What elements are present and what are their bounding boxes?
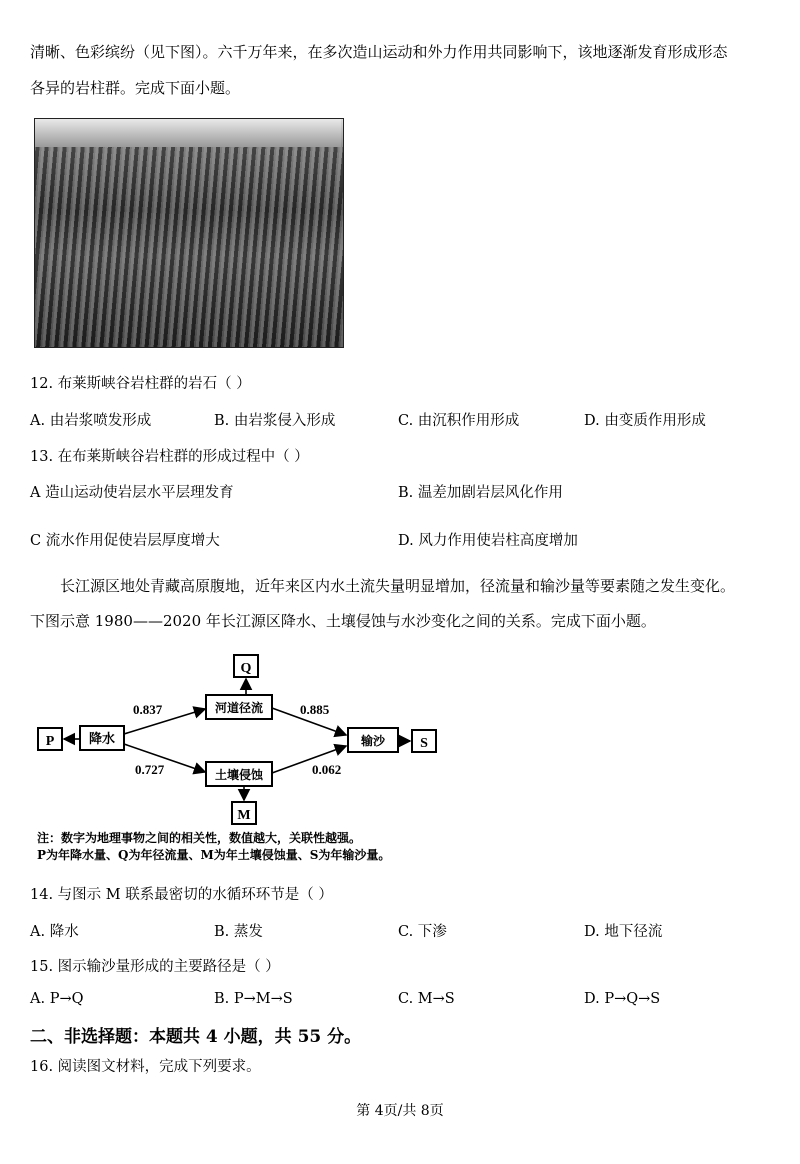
intro-line-2: 各异的岩柱群。完成下面小题。 <box>30 79 241 97</box>
q14-stem: 14. 与图示 M 联系最密切的水循环环节是（ ） <box>30 887 333 903</box>
q13-option-a: A 造山运动使岩层水平层理发育 <box>30 485 234 501</box>
q14-option-c: C. 下渗 <box>398 924 447 940</box>
q13-option-d: D. 风力作用使岩柱高度增加 <box>398 533 578 549</box>
q15-option-b: B. P→M→S <box>214 991 293 1007</box>
node-p-label: P <box>45 734 55 749</box>
passage2-line-2: 下图示意 1980——2020 年长江源区降水、土壤侵蚀与水沙变化之间的关系。完成下面小题。 <box>30 612 656 630</box>
weight-runoff-sediment: 0.885 <box>300 702 330 717</box>
weight-precip-runoff: 0.837 <box>133 702 163 717</box>
q14-option-a: A. 降水 <box>30 924 79 940</box>
node-sediment-label: 输沙 <box>360 734 386 748</box>
weight-erosion-sediment: 0.062 <box>312 762 342 777</box>
node-erosion-label: 土壤侵蚀 <box>214 768 264 782</box>
diagram-note-2: P为年降水量、Q为年径流量、M为年土壤侵蚀量、S为年输沙量。 <box>37 848 391 862</box>
q14-option-d: D. 地下径流 <box>584 924 663 940</box>
relationship-diagram <box>30 650 450 825</box>
node-q-label: Q <box>240 661 252 676</box>
weight-precip-erosion: 0.727 <box>135 762 165 777</box>
q12-option-a: A. 由岩浆喷发形成 <box>30 413 152 429</box>
node-s-label: S <box>420 736 428 751</box>
q12-stem: 12. 布莱斯峡谷岩柱群的岩石（ ） <box>30 376 251 392</box>
q13-option-c: C 流水作用促使岩层厚度增大 <box>30 533 220 549</box>
photo-sky <box>35 119 341 147</box>
diagram-note-1: 注：数字为地理事物之间的相关性，数值越大，关联性越强。 <box>37 831 362 845</box>
page-footer: 第 4页/共 8页 <box>356 1103 444 1119</box>
intro-line-1: 清晰、色彩缤纷（见下图）。六千万年来，在多次造山运动和外力作用共同影响下，该地逐渐发育形成形态 <box>30 43 728 61</box>
node-runoff-label: 河道径流 <box>214 701 264 715</box>
q14-option-b: B. 蒸发 <box>214 924 263 940</box>
section2-title: 二、非选择题：本题共 4 小题，共 55 分。 <box>30 1027 362 1047</box>
q16-stem: 16. 阅读图文材料，完成下列要求。 <box>30 1059 261 1075</box>
rock-pillars-photo <box>34 118 344 348</box>
q15-option-d: D. P→Q→S <box>584 991 661 1007</box>
node-m-label: M <box>237 808 251 823</box>
passage2-line-1: 长江源区地处青藏高原腹地，近年来区内水土流失量明显增加，径流量和输沙量等要素随之发生变化。 <box>60 577 736 595</box>
q15-option-a: A. P→Q <box>30 991 84 1007</box>
q15-option-c: C. M→S <box>398 991 455 1007</box>
q12-option-c: C. 由沉积作用形成 <box>398 413 520 429</box>
q12-option-d: D. 由变质作用形成 <box>584 413 706 429</box>
q12-option-b: B. 由岩浆侵入形成 <box>214 413 336 429</box>
node-precip-label: 降水 <box>88 732 116 747</box>
q15-stem: 15. 图示输沙量形成的主要路径是（ ） <box>30 959 280 975</box>
q13-stem: 13. 在布莱斯峡谷岩柱群的形成过程中（ ） <box>30 449 309 465</box>
q13-option-b: B. 温差加剧岩层风化作用 <box>398 485 563 501</box>
